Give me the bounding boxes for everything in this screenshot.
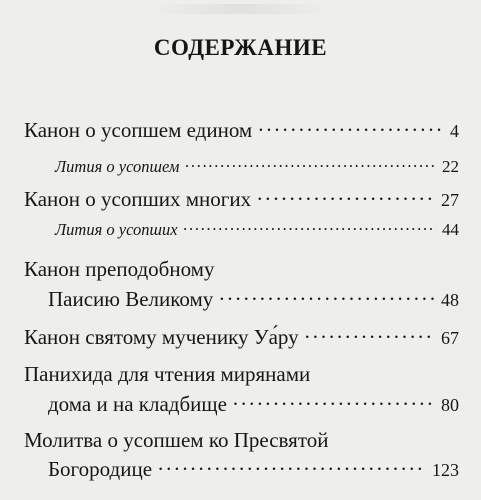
toc-page-number: 80 [441, 395, 459, 415]
toc-entry [24, 185, 459, 212]
toc-entry [48, 455, 459, 482]
toc-entry-title: Канон преподобному [24, 257, 215, 281]
toc-leader-dots [233, 390, 435, 411]
toc-subentry [55, 218, 459, 240]
page-title: СОДЕРЖАНИЕ [153, 35, 328, 60]
toc-page-number: 44 [442, 219, 459, 239]
toc-page-number: 123 [432, 460, 459, 480]
toc-entry-line [24, 428, 328, 453]
toc-leader-dots [257, 185, 435, 206]
toc-entry-title: Панихида для чтения мирянами [24, 362, 311, 386]
toc-entry-title: Канон святому мученику Уа́ру [24, 325, 299, 349]
toc-subentry [55, 155, 459, 177]
toc-leader-dots [258, 116, 444, 137]
toc-entry [24, 323, 459, 350]
toc-leader-dots [219, 285, 435, 306]
toc-entry [24, 116, 459, 143]
toc-entry-title: Лития о усопшем [55, 156, 180, 176]
toc-page-number: 27 [441, 190, 459, 210]
bleed-through-text [150, 4, 330, 14]
toc-entry-title: Канон о усопшем едином [24, 118, 253, 142]
toc-leader-dots [184, 218, 436, 235]
toc-entry-title: Лития о усопших [55, 219, 178, 239]
toc-entry-line [24, 257, 214, 282]
toc-page-number: 22 [442, 156, 459, 176]
toc-entry-title-continued: Паисию Великому [48, 287, 214, 311]
toc-entry-line [24, 362, 310, 387]
toc-entry [48, 285, 459, 312]
toc-leader-dots [305, 323, 435, 344]
toc-entry-title: Канон о усопших многих [24, 187, 252, 211]
toc-entry-title-continued: дома и на кладбище [48, 392, 227, 416]
toc-leader-dots [158, 455, 426, 476]
toc-entry-title-continued: Богородице [48, 457, 153, 481]
toc-page-number: 67 [441, 328, 459, 348]
toc-page-number: 4 [450, 121, 459, 141]
toc-entry-title: Молитва о усопшем ко Пресвятой [24, 428, 329, 452]
toc-leader-dots [185, 155, 436, 172]
toc-entry [48, 390, 459, 417]
toc-page-number: 48 [441, 290, 459, 310]
